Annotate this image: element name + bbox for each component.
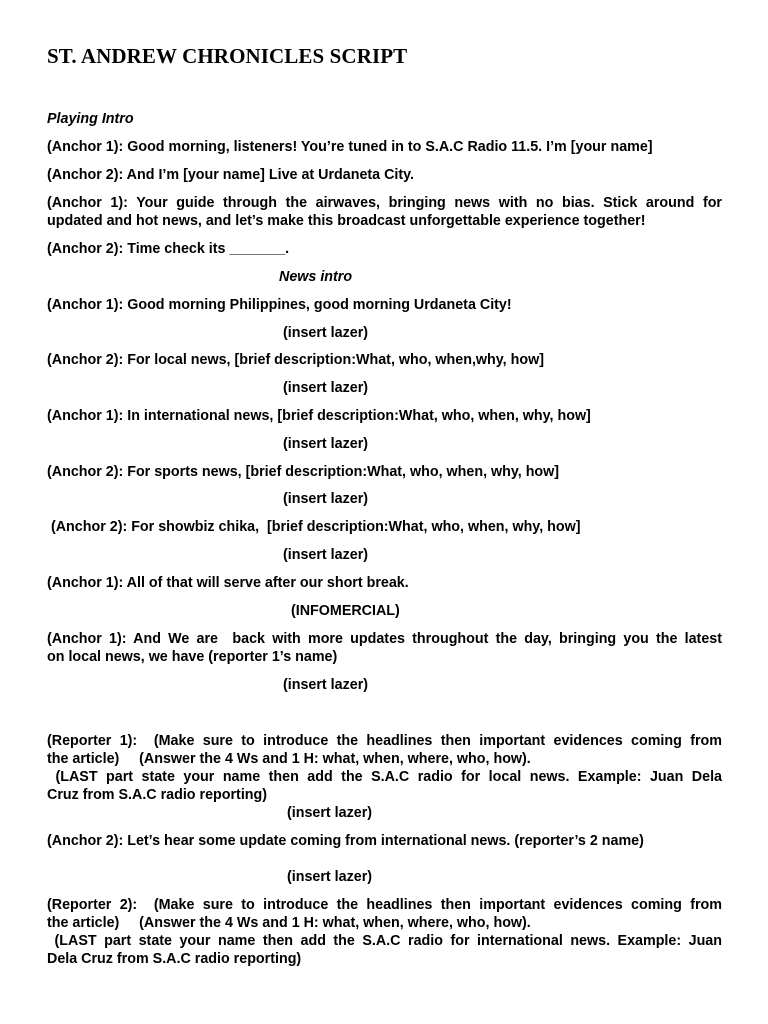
cue-insert-lazer: (insert lazer) — [287, 805, 373, 821]
cue-insert-lazer: (insert lazer) — [283, 491, 369, 507]
script-line: updated and hot news, and let’s make this broadcast unforgettable experience together! — [47, 213, 646, 229]
cue-insert-lazer: (insert lazer) — [283, 436, 369, 452]
cue-insert-lazer: (insert lazer) — [287, 869, 373, 885]
script-line: (Anchor 2): Let’s hear some update coming from international news. (reporter’s 2 name) — [47, 833, 644, 849]
script-line: (LAST part state your name then add the S.A.C radio for local news. Example: Juan Dela — [47, 769, 722, 785]
script-line: (Anchor 2): And I’m [your name] Live at Urdaneta City. — [47, 167, 414, 183]
section-heading-playing-intro: Playing Intro — [47, 111, 134, 127]
script-line: the article) (Answer the 4 Ws and 1 H: what, when, where, who, how). — [47, 751, 531, 767]
cue-insert-lazer: (insert lazer) — [283, 547, 369, 563]
cue-insert-lazer: (insert lazer) — [283, 677, 369, 693]
script-line: the article) (Answer the 4 Ws and 1 H: what, when, where, who, how). — [47, 915, 531, 931]
script-line: on local news, we have (reporter 1’s name) — [47, 649, 338, 665]
script-line: Dela Cruz from S.A.C radio reporting) — [47, 951, 302, 967]
script-line: (Anchor 2): For sports news, [brief description:What, who, when, why, how] — [47, 464, 560, 480]
script-line: (Anchor 1): Good morning Philippines, good morning Urdaneta City! — [47, 297, 512, 313]
script-line: (Anchor 2): For local news, [brief description:What, who, when,why, how] — [47, 352, 544, 368]
cue-insert-lazer: (insert lazer) — [283, 380, 369, 396]
script-line: (LAST part state your name then add the S.A.C radio for international news. Example: Juan — [47, 933, 722, 949]
script-line: (Anchor 2): For showbiz chika, [brief description:What, who, when, why, how] — [47, 519, 581, 535]
script-line: (Reporter 1): (Make sure to introduce the headlines then important evidences coming from — [47, 733, 722, 749]
script-line: (Anchor 2): Time check its _______. — [47, 241, 290, 257]
script-line: Cruz from S.A.C radio reporting) — [47, 787, 268, 803]
script-line: (Anchor 1): And We are back with more updates throughout the day, bringing you the latest — [47, 631, 722, 647]
section-heading-news-intro: News intro — [279, 269, 353, 285]
script-line: (Anchor 1): In international news, [brief description:What, who, when, why, how] — [47, 408, 591, 424]
cue-infomercial: (INFOMERCIAL) — [291, 603, 400, 619]
script-line: (Anchor 1): Good morning, listeners! You’re tuned in to S.A.C Radio 11.5. I’m [your name] — [47, 139, 653, 155]
script-line: (Anchor 1): All of that will serve after our short break. — [47, 575, 409, 591]
script-line: (Anchor 1): Your guide through the airwaves, bringing news with no bias. Stick around for — [47, 195, 722, 211]
script-line: (Reporter 2): (Make sure to introduce the headlines then important evidences coming from — [47, 897, 722, 913]
cue-insert-lazer: (insert lazer) — [283, 325, 369, 341]
document-title: ST. ANDREW CHRONICLES SCRIPT — [47, 44, 408, 68]
